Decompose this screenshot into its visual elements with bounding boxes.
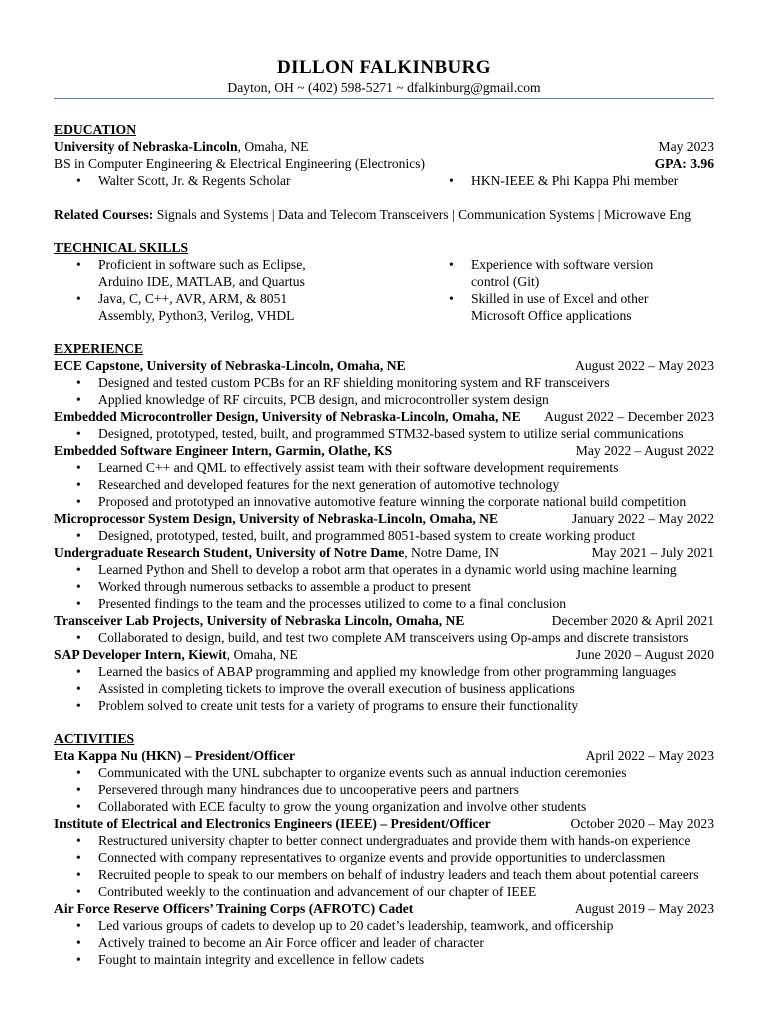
entry-bullet: • Presented findings to the team and the processes utilized to come to a final conclusion bbox=[54, 595, 714, 612]
experience-entry bbox=[54, 510, 714, 544]
skills-columns bbox=[54, 256, 714, 324]
entry-bullet: • Learned the basics of ABAP programming and applied my knowledge from other programming languages bbox=[54, 663, 714, 680]
entry-bullet: • Communicated with the UNL subchapter to organize events such as annual induction ceremonies bbox=[54, 764, 714, 781]
entry-bullet: • Worked through numerous setbacks to assemble a product to present bbox=[54, 578, 714, 595]
entry-title: Embedded Microcontroller Design, University of Nebraska-Lincoln, Omaha, NE bbox=[54, 409, 521, 424]
activities-heading: ACTIVITIES bbox=[54, 731, 135, 746]
skill-item: • Java, C, C++, AVR, ARM, & 8051 Assembly, Python3, Verilog, VHDL bbox=[54, 290, 318, 324]
entry-title: ECE Capstone, University of Nebraska-Lincoln, Omaha, NE bbox=[54, 358, 406, 373]
entry-bullet: • Restructured university chapter to better connect undergraduates and provide them with hands-on experience bbox=[54, 832, 714, 849]
entry-bullet: • Collaborated with ECE faculty to grow the young organization and involve other students bbox=[54, 798, 714, 815]
entry-bullet: • Fought to maintain integrity and excellence in fellow cadets bbox=[54, 951, 714, 968]
honor-item: • Walter Scott, Jr. & Regents Scholar bbox=[54, 172, 427, 189]
entry-date: December 2020 & April 2021 bbox=[551, 613, 714, 628]
experience-entry bbox=[54, 357, 714, 408]
entry-title: Embedded Software Engineer Intern, Garmin, Olathe, KS bbox=[54, 443, 393, 458]
entry-bullet: • Assisted in completing tickets to improve the overall execution of business applications bbox=[54, 680, 714, 697]
education-section bbox=[54, 121, 714, 223]
education-school-row bbox=[54, 138, 714, 155]
activity-entry bbox=[54, 900, 714, 968]
entry-bullet: • Collaborated to design, build, and test two complete AM transceivers using Op-amps and discrete transistors bbox=[54, 629, 714, 646]
graduation-date: May 2023 bbox=[658, 139, 714, 154]
header-divider bbox=[54, 98, 714, 99]
entry-bullet: • Designed and tested custom PCBs for an RF shielding monitoring system and RF transceivers bbox=[54, 374, 714, 391]
experience-entry bbox=[54, 612, 714, 646]
candidate-name: DILLON FALKINBURG bbox=[277, 57, 491, 78]
experience-entry bbox=[54, 442, 714, 510]
related-courses bbox=[54, 206, 714, 223]
entry-date: August 2022 – December 2023 bbox=[544, 409, 714, 424]
courses-label: Related Courses: bbox=[54, 207, 154, 222]
degree: BS in Computer Engineering & Electrical Engineering (Electronics) bbox=[54, 156, 426, 171]
entry-date: January 2022 – May 2022 bbox=[572, 511, 714, 526]
entry-bullet: • Researched and developed features for the next generation of automotive technology bbox=[54, 476, 714, 493]
activities-section bbox=[54, 730, 714, 968]
entry-date: June 2020 – August 2020 bbox=[575, 647, 714, 662]
school-name: University of Nebraska-Lincoln bbox=[54, 139, 238, 154]
entry-date: August 2019 – May 2023 bbox=[575, 901, 714, 916]
entry-bullet: • Learned C++ and QML to effectively assist team with their software development requirements bbox=[54, 459, 714, 476]
activity-entry bbox=[54, 747, 714, 815]
school-location: , Omaha, NE bbox=[237, 139, 309, 154]
entry-bullet: • Contributed weekly to the continuation and advancement of our chapter of IEEE bbox=[54, 883, 714, 900]
entry-title: Eta Kappa Nu (HKN) – President/Officer bbox=[54, 748, 296, 763]
entry-location: , Notre Dame, IN bbox=[404, 545, 499, 560]
experience-entry bbox=[54, 544, 714, 612]
entry-bullet: • Actively trained to become an Air Force officer and leader of character bbox=[54, 934, 714, 951]
contact-line: Dayton, OH ~ (402) 598-5271 ~ dfalkinburg@gmail.com bbox=[227, 80, 541, 95]
skills-heading: TECHNICAL SKILLS bbox=[54, 240, 189, 255]
experience-entry bbox=[54, 646, 714, 714]
entry-title: Air Force Reserve Officers’ Training Corps (AFROTC) Cadet bbox=[54, 901, 414, 916]
entry-bullet: • Led various groups of cadets to develop up to 20 cadet’s leadership, teamwork, and officership bbox=[54, 917, 714, 934]
entry-title: Undergraduate Research Student, University of Notre Dame bbox=[54, 545, 405, 560]
skills-section bbox=[54, 239, 714, 324]
skill-item: • Proficient in software such as Eclipse, Arduino IDE, MATLAB, and Quartus bbox=[54, 256, 328, 290]
entry-location: , Omaha, NE bbox=[226, 647, 298, 662]
entry-date: May 2021 – July 2021 bbox=[591, 545, 714, 560]
honor-item: • HKN-IEEE & Phi Kappa Phi member bbox=[427, 172, 714, 189]
gpa: GPA: 3.96 bbox=[654, 156, 714, 171]
entry-title: Microprocessor System Design, University of Nebraska-Lincoln, Omaha, NE bbox=[54, 511, 499, 526]
resume-body bbox=[54, 121, 714, 968]
entry-title: Institute of Electrical and Electronics Engineers (IEEE) – President/Officer bbox=[54, 816, 491, 831]
entry-bullet: • Proposed and prototyped an innovative automotive feature winning the corporate national build competition bbox=[54, 493, 714, 510]
experience-entry bbox=[54, 408, 714, 442]
entry-title: Transceiver Lab Projects, University of Nebraska Lincoln, Omaha, NE bbox=[54, 613, 465, 628]
entry-bullet: • Connected with company representatives to organize events and provide opportunities to underclassmen bbox=[54, 849, 714, 866]
entry-date: August 2022 – May 2023 bbox=[575, 358, 714, 373]
entry-bullet: • Persevered through many hindrances due to uncooperative peers and partners bbox=[54, 781, 714, 798]
skill-item: • Skilled in use of Excel and other Microsoft Office applications bbox=[427, 290, 661, 324]
honors-list bbox=[54, 172, 714, 189]
entry-date: October 2020 – May 2023 bbox=[570, 816, 714, 831]
skill-item: • Experience with software version control (Git) bbox=[427, 256, 661, 290]
entry-bullet: • Designed, prototyped, tested, built, and programmed STM32-based system to utilize serial communications bbox=[54, 425, 714, 442]
education-heading: EDUCATION bbox=[54, 122, 137, 137]
entry-date: May 2022 – August 2022 bbox=[575, 443, 714, 458]
entry-bullet: • Problem solved to create unit tests for a variety of programs to ensure their functionality bbox=[54, 697, 714, 714]
experience-heading: EXPERIENCE bbox=[54, 341, 144, 356]
entry-bullet: • Designed, prototyped, tested, built, and programmed 8051-based system to create working product bbox=[54, 527, 714, 544]
education-degree-row bbox=[54, 155, 714, 172]
entry-bullet: • Learned Python and Shell to develop a robot arm that operates in a dynamic world using machine learning bbox=[54, 561, 714, 578]
experience-section bbox=[54, 340, 714, 714]
entry-date: April 2022 – May 2023 bbox=[585, 748, 714, 763]
entry-bullet: • Recruited people to speak to our members on behalf of industry leaders and teach them about potential careers bbox=[54, 866, 714, 883]
activity-entry bbox=[54, 815, 714, 900]
courses-list: Signals and Systems | Data and Telecom Transceivers | Communication Systems | Microwave Eng bbox=[153, 207, 692, 222]
entry-bullet: • Applied knowledge of RF circuits, PCB design, and microcontroller system design bbox=[54, 391, 714, 408]
entry-title: SAP Developer Intern, Kiewit bbox=[54, 647, 227, 662]
